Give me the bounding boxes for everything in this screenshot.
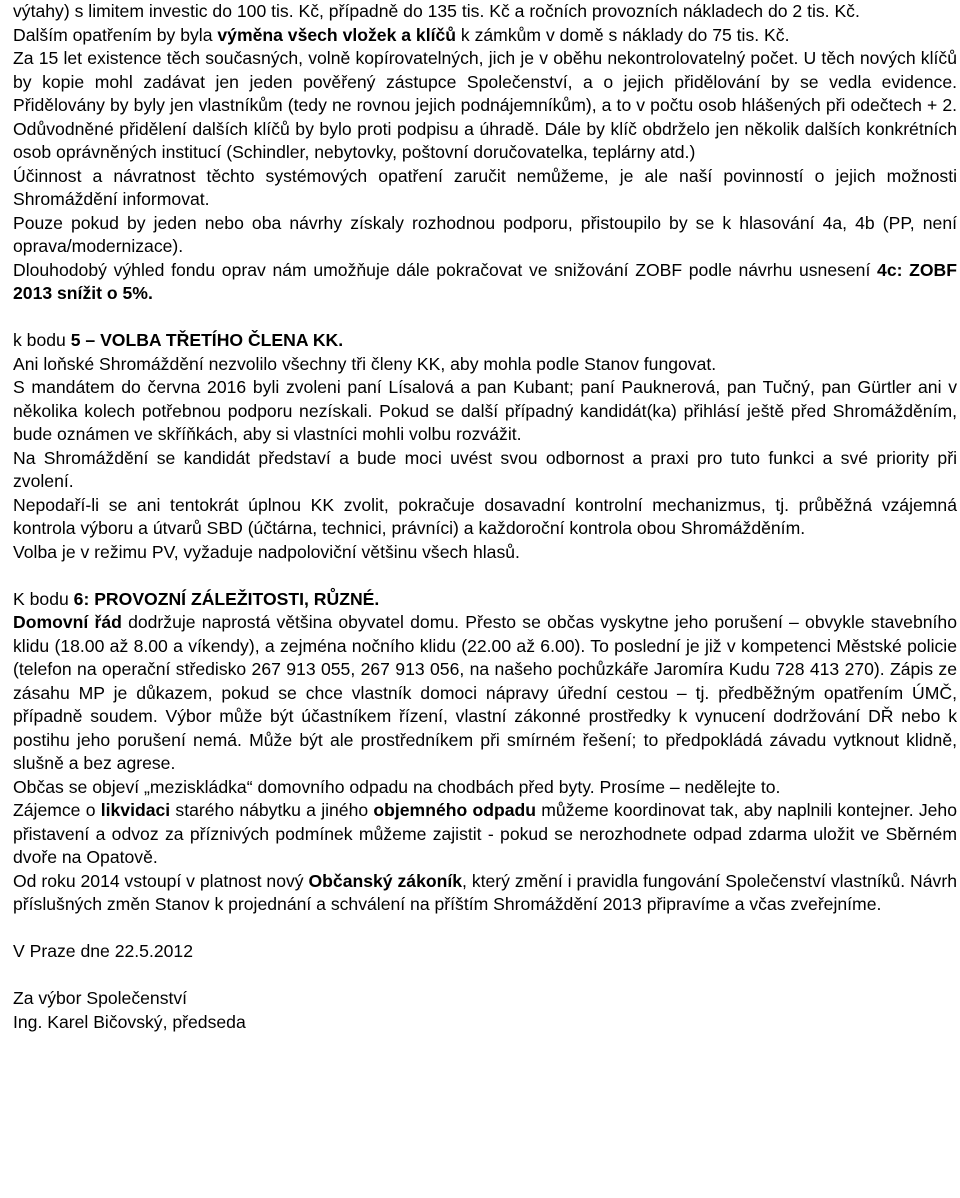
paragraph-civil-code [13, 870, 957, 917]
paragraph-kk-mandate: S mandátem do června 2016 byli zvoleni paní Lísalová a pan Kubant; paní Pauknerová, pan Tučný, pan Gürtler ani v několika kolech potřebnou podporu nezískali. Pokud se další případný kandidát(ka) přihlásí ještě před Shromážděním, bude oznámen ve skříňkách, aby si vlastníci mohli volbu rozvážit. [13, 377, 957, 444]
text-run-bold: likvidaci [100, 800, 171, 820]
blank-line [13, 564, 957, 588]
text-run-bold: 4c: ZOBF 2013 snížit o 5%. [13, 259, 958, 303]
signature-name: Ing. Karel Bičovský, předseda [13, 1011, 246, 1032]
section-title: 5 – VOLBA TŘETÍHO ČLENA KK. [70, 330, 344, 350]
paragraph-kk-vote: Volba je v režimu PV, vyžaduje nadpoloviční většinu všech hlasů. [13, 541, 520, 562]
paragraph-voting-condition: Pouze pokud by jeden nebo oba návrhy získaly rozhodnou podporu, přistoupilo by se k hlasování 4a, 4b (PP, není oprava/modernizace). [13, 212, 957, 256]
blank-line [13, 306, 957, 330]
text-run-bold: Domovní řád [13, 612, 122, 632]
text-run-bold: Občanský zákoník [308, 870, 463, 891]
section-title: 6: PROVOZNÍ ZÁLEŽITOSTI, RŮZNÉ. [73, 588, 380, 609]
text-run: , který změní i pravidla fungování Společenství vlastníků. Návrh příslušných změn Stanov k projednání a schválení na příštím Shromáždění 2013 připravíme a včas zveřejníme. [13, 870, 957, 914]
paragraph-kk-candidate: Na Shromáždění se kandidát představí a bude moci uvést svou odbornost a praxi pro tuto funkci a své priority při zvolení. [13, 447, 957, 491]
paragraph-house-rules [13, 611, 957, 776]
paragraph-bulky-waste [13, 799, 957, 870]
text-run: Dlouhodobý výhled fondu oprav nám umožňuje dále pokračovat ve snižování ZOBF podle návrhu usnesení [13, 259, 878, 280]
text-run-bold: objemného odpadu [373, 800, 536, 820]
document-body [13, 0, 957, 1034]
text-run: starého nábytku a jiného [170, 800, 374, 820]
paragraph-kk-fallback: Nepodaří-li se ani tentokrát úplnou KK zvolit, pokračuje dosavadní kontrolní mechanizmus, tj. průběžná vzájemná kontrola výboru a útvarů SBD (účtárna, technici, právníci) a každoroční kontrola obou Shromážděním. [13, 494, 957, 538]
section-prefix: K bodu [13, 588, 74, 609]
section-prefix: k bodu [13, 330, 71, 350]
paragraph-kk-members: Ani loňské Shromáždění nezvolilo všechny tři členy KK, aby mohla podle Stanov fungovat. [13, 353, 717, 374]
paragraph-repair-fund [13, 259, 957, 306]
paragraph-effectiveness: Účinnost a návratnost těchto systémových opatření zaručit nemůžeme, je ale naší povinností o jejich možnosti Shromáždění informovat. [13, 165, 957, 209]
paragraph-key-details: Za 15 let existence těch současných, volně kopírovatelných, jich je v oběhu nekontrolovatelný počet. U těch nových klíčů by kopie mohl zadávat jen jeden pověřený zástupce Společenství, a o jejich přidělování by se vedla evidence. Přidělovány by byly jen vlastníkům (tedy ne rovnou jejich podnájemníkům), a to v počtu osob hlášených při odečtech + 2. Odůvodněné přidělení dalších klíčů by bylo proti podpisu a úhradě. Dále by klíč obdrželo jen několik dalších konkrétních osob oprávněných institucí (Schindler, nebytovky, poštovní doručovatelka, teplárny atd.) [13, 48, 957, 162]
text-run: Dalším opatřením by byla [13, 24, 218, 45]
blank-line [13, 917, 957, 941]
paragraph-waste: Občas se objeví „meziskládka“ domovního odpadu na chodbách před byty. Prosíme – nedělejte to. [13, 776, 781, 797]
text-run: k zámkům v domě s náklady do 75 tis. Kč. [456, 24, 790, 45]
section-5-heading [13, 329, 957, 353]
text-run: můžeme koordinovat tak, aby naplnili kontejner. Jeho přistavení a odvoz za příznivých podmínek můžeme zajistit - pokud se nerozhodnete odpad zdarma uložit ve Sběrném dvoře na Opatově. [13, 800, 957, 867]
paragraph-elevator-limits: výtahy) s limitem investic do 100 tis. Kč, případně do 135 tis. Kč a ročních provozních nákladech do 2 tis. Kč. [13, 1, 860, 21]
text-run: Od roku 2014 vstoupí v platnost nový [13, 870, 309, 891]
date-line: V Praze dne 22.5.2012 [13, 941, 193, 961]
signature-committee: Za výbor Společenství [13, 988, 188, 1008]
paragraph-key-replacement [13, 24, 957, 48]
text-run-bold: výměna všech vložek a klíčů [217, 24, 457, 45]
blank-line [13, 964, 957, 988]
section-6-heading [13, 588, 957, 612]
text-run: dodržuje naprostá většina obyvatel domu. Přesto se občas vyskytne jeho porušení – obvykle stavebního klidu (18.00 až 8.00 a víkendy), a zejména nočního klidu (22.00 až 6.00). To poslední je již v kompetenci Městské policie (telefon na operační středisko 267 913 055, 267 913 056, na našeho pochůzkáře Jaromíra Kudu 728 413 270). Zápis ze zásahu MP je důkazem, pokud se chce vlastník domoci nápravy úřední cestou – tj. předběžným opatřením ÚMČ, případně soudem. Výbor může být účastníkem řízení, vlastní zákonné prostředky k vynucení dodržování DŘ nebo k postihu jeho porušení nemá. Může být ale prostředníkem při smírném řešení; to předpokládá závadu vytknout klidně, slušně a bez agrese. [13, 612, 957, 773]
text-run: Zájemce o [13, 800, 101, 820]
